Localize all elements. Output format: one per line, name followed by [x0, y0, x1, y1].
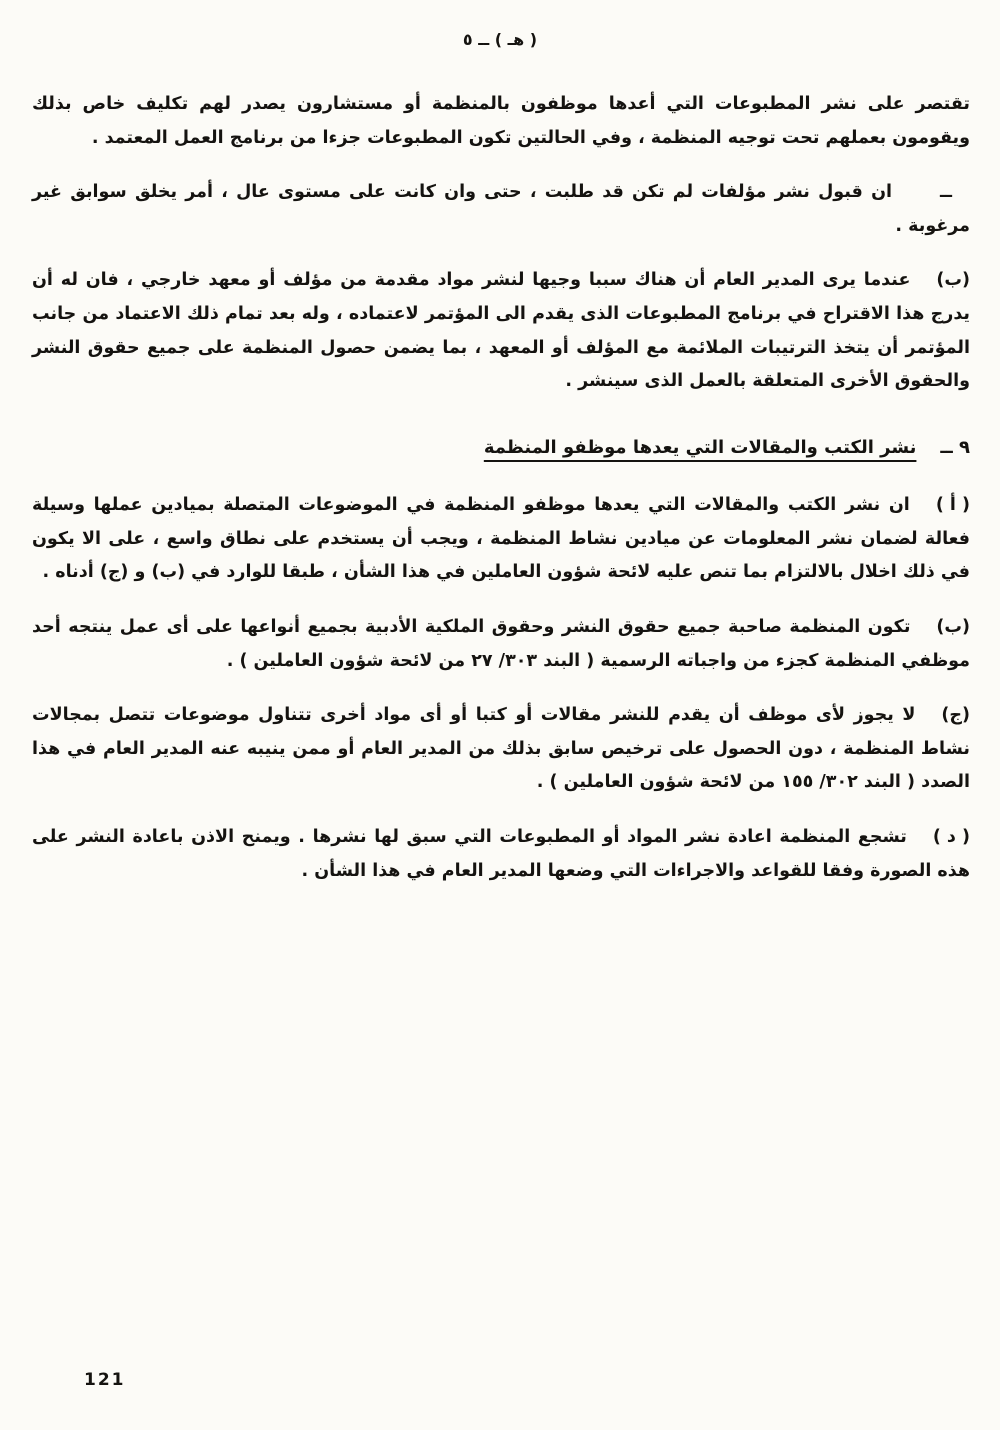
paragraph-text: عندما يرى المدير العام أن هناك سببا وجيها لنشر مواد مقدمة من مؤلف أو معهد خارجي ، فان له أن يدرج هذا الاقتراح في برنامج المطبوعات الذى يقدم الى المؤتمر لاعتماده ، وله بعد تمام ذلك الاعتماد من جانب المؤتمر أن يتخذ الترتيبات الملائمة مع المؤلف أو المعهد ، بما يضمن حصول المنظمة على جميع حقوق النشر والحقوق الأخرى المتعلقة بالعمل الذى سينشر . [32, 270, 970, 392]
section-number: ٩ ــ [940, 436, 970, 458]
paragraph-text: تكون المنظمة صاحبة جميع حقوق النشر وحقوق الملكية الأدبية بجميع أنواعها على أى عمل ينتجه أحد موظفي المنظمة كجزء من واجباته الرسمية ( البند ٣٠٣/ ٢٧ من لائحة شؤون العاملين ) . [32, 617, 970, 671]
paragraph-text: تقتصر على نشر المطبوعات التي أعدها موظفون بالمنظمة أو مستشارون يصدر لهم تكليف خاص بذلك ويقومون بعملهم تحت توجيه المنظمة ، وفي الحالتين تكون المطبوعات جزءا من برنامج العمل المعتمد . [32, 94, 970, 148]
paragraph-item-d [32, 821, 970, 888]
paragraph-item-b-top [32, 264, 970, 398]
paragraph-item-c [32, 699, 970, 800]
page-number: 121 [84, 1370, 126, 1390]
page-header-mark: ( هـ ) ــ ٥ [462, 30, 538, 49]
paragraph-label: ــ [940, 182, 952, 203]
paragraph-label: (ب) [936, 617, 970, 638]
paragraph-text: لا يجوز لأى موظف أن يقدم للنشر مقالات أو كتبا أو أى مواد أخرى تتناول موضوعات تتصل بمجالات نشاط المنظمة ، دون الحصول على ترخيص سابق بذلك من المدير العام أو ممن ينيبه عنه المدير العام في هذا الصدد ( البند ٣٠٢/ ١٥٥ من لائحة شؤون العاملين ) . [32, 705, 970, 793]
section-title: نشر الكتب والمقالات التي يعدها موظفو المنظمة [483, 436, 917, 458]
paragraph-text: ان قبول نشر مؤلفات لم تكن قد طلبت ، حتى وان كانت على مستوى عال ، أمر يخلق سوابق غير مرغوبة . [32, 182, 970, 236]
paragraph-text: ان نشر الكتب والمقالات التي يعدها موظفو المنظمة في الموضوعات المتصلة بميادين عملها وسيلة فعالة لضمان نشر المعلومات عن ميادين نشاط المنظمة ، ويجب أن يستخدم على نطاق واسع ، على الا يكون في ذلك اخلال بالالتزام بما تنص عليه لائحة شؤون العاملين في هذا الشأن ، طبقا للوارد في (ب) و (ج) أدناه . [32, 495, 970, 583]
paragraph-label: (ب) [936, 270, 970, 291]
paragraph-label: (ج) [941, 705, 970, 726]
paragraph-item-b [32, 611, 970, 678]
paragraph-label: ( د ) [932, 827, 970, 848]
paragraph-item-a [32, 489, 970, 590]
section-heading [32, 431, 970, 466]
document-content [32, 88, 970, 909]
paragraph-label: ( أ ) [935, 495, 970, 516]
paragraph-dash-item [32, 176, 970, 243]
paragraph-text: تشجع المنظمة اعادة نشر المواد أو المطبوعات التي سبق لها نشرها . ويمنح الاذن باعادة النشر على هذه الصورة وفقا للقواعد والاجراءات التي وضعها المدير العام في هذا الشأن . [32, 827, 970, 881]
paragraph-continuation [32, 88, 970, 155]
